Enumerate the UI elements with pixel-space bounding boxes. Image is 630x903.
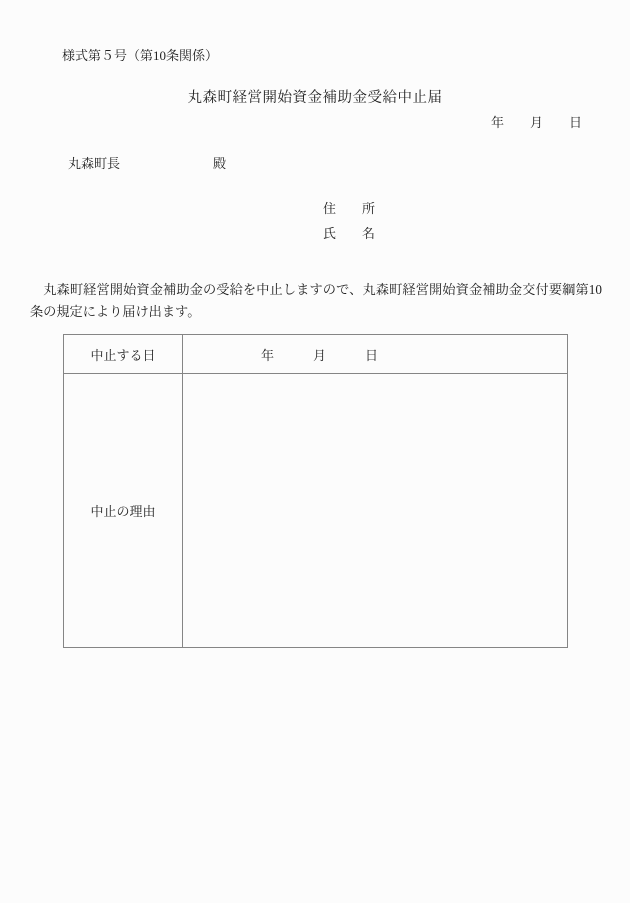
- date-line: 年 月 日: [490, 115, 582, 130]
- cancel-date-label: 中止する日: [64, 335, 183, 374]
- cancel-date-value: 年 月 日: [183, 335, 568, 374]
- addressee-name: 丸森町長: [68, 156, 121, 171]
- cancel-reason-label: 中止の理由: [64, 374, 183, 648]
- body-paragraph: 丸森町経営開始資金補助金の受給を中止しますので、丸森町経営開始資金補助金交付要綱第10条の規定により届け出ます。: [30, 282, 602, 319]
- addressee-honorific: 殿: [213, 156, 227, 171]
- cancel-date-row: [64, 335, 568, 374]
- cancel-reason-value: [183, 374, 568, 648]
- cancel-reason-row: [64, 374, 568, 648]
- submitter-name-label: 氏 名: [323, 226, 376, 241]
- submitter-address-label: 住 所: [323, 201, 376, 216]
- form-number: 様式第５号（第10条関係）: [62, 48, 219, 63]
- cancellation-table: [63, 334, 568, 648]
- page-title: 丸森町経営開始資金補助金受給中止届: [187, 90, 443, 106]
